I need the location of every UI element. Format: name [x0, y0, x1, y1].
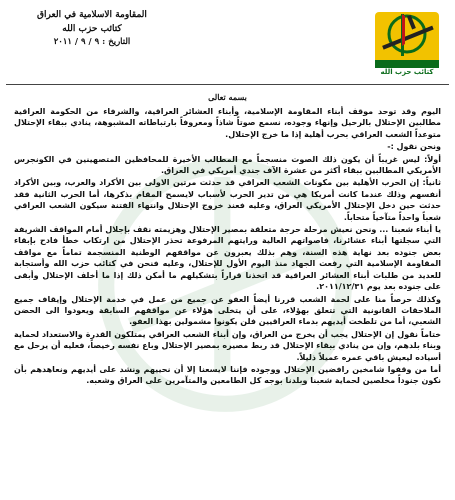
- paragraph-people: يا أبناء شعبنا ... ونحن نعيش مرحلة حرجة متعلقة بمصير الإحتلال وهزيمته نقف بإجلال أمام المواقف الشريفة التي سجلتها أبناء عشائرنا، فاصواتهم العالية ورايتهم المرفوعة تحذر الإحتلال من ارتكاب خطأ فادح بإبقاء بعض جنوده بعد نهاية هذه السنة، وهم بذلك يعبرون عن مواقفهم الوطنية المنسجمة تماماً مع مواقف المقاومة الإسلامية التي رفعت الجهاد منذ اليوم الأول للإحتلال، وعليه فنحن في كتائب حزب الله وأستجابة للعديد من طلبات أبناء العشائر العراقية قد اتخذنا قراراً بتشكيلهم ما أمكن ذلك إذا ما أخلف الإحتلال وأبقى على جنوده بعد يوم ٢٠١١/١٢/٣١.: [14, 225, 441, 292]
- basmala-heading: بسمه تعالى: [208, 92, 247, 102]
- organization-name: المقاومة الاسلامية في العراق: [37, 10, 147, 20]
- brigade-name: كتائب حزب الله: [62, 24, 122, 34]
- header-divider: [6, 84, 449, 85]
- emblem-caption: كتائب حزب الله: [380, 68, 434, 76]
- paragraph-second: ثانياً: إن الحرب الأهلية بين مكونات الشعب العراقي قد حدثت مرتين الاولى بين الأكراد والعرب، وبين الأكراد أنفسهم وذلك عندما كانت أمريكا هي من تدير الحرب لأسباب لايسمح المقام بذكرها، أما الحرب الثانية فقد حدثت حين دخل الإحتلال الأمريكي العراق، وعليه فعند خروج الإحتلال وانتهاء الفتنة سيكون الشعب العراقي شعباً واحداً متآخياً متحاباً.: [14, 178, 441, 222]
- paragraph-first: أولاً: ليس غريباً أن يكون ذلك الصوت منسجماً مع المطالب الأخيرة للمحافظين المتصهينين في الكونجرس الأمريكي المطالبين ببقاء أكثر من عشرة الآف جندي أمريكي في العراق.: [14, 154, 441, 176]
- paragraph-amnesty: وكذلك حرصاً منا على لحمة الشعب قررنا أيضاً العفو عن جميع من عمل في خدمة الإحتلال وإيقاف جميع الملاحقات القانونية التي تتعلق بهؤلاء، على أن يتخلى هؤلاء عن مواقفهم السابقة ويعودوا الى الحضن الشعبي، أما من تلطخت أيديهم بدماء العراقيين فلن يكونوا مشمولين بهذا العفو.: [14, 294, 441, 327]
- paragraph-closing: أما من وقفوا شامخين رافضين الإحتلال ووجوده فإننا لايسعنا إلا أن نحييهم ونشد على أيديهم ونعاهدهم بأن نكون جنوداً مخلصين لحماية شعبنا وبلدنا بوجه كل الطامعين والمتآمرين على العراق وشعبه.: [14, 364, 441, 386]
- paragraph-we-say: ونحن نقول :-: [387, 142, 441, 152]
- letterhead: [6, 4, 449, 86]
- document-date: التاريخ : ٩ / ٩ / ٢٠١١: [53, 37, 131, 47]
- statement-body: [6, 106, 449, 387]
- paragraph-conclusion: ختاماً نقول إن الإحتلال يجب أن يخرج من العراق، وإن أبناء الشعب العراقي يمتلكون القدرة والاستعداد لحماية وبناء بلدهم، وإن من ينادي ببقاء الإحتلال قد ربط مصيره بمصير الإحتلال وباع نفسه رخيصاً، فعليه أن يرحل مع أسياده ليعيش باقي عمره عميلاً ذليلاً.: [14, 329, 441, 362]
- letterhead-text-block: [12, 8, 172, 49]
- paragraph-intro: اليوم وقد توحد موقف أبناء المقاومة الإسلامية، وأبناء العشائر العراقية، والشرفاء من الحكومة العراقية مطالبين الإحتلال بالرحيل وإنهاء وجوده، نسمع صوتاً شاذاً ومعروفاً بارتباطاته المشبوهة، ينادي ببقاء الإحتلال متوعداً الشعب العراقي بحرب أهلية إذا ما خرج الإحتلال.: [14, 107, 441, 139]
